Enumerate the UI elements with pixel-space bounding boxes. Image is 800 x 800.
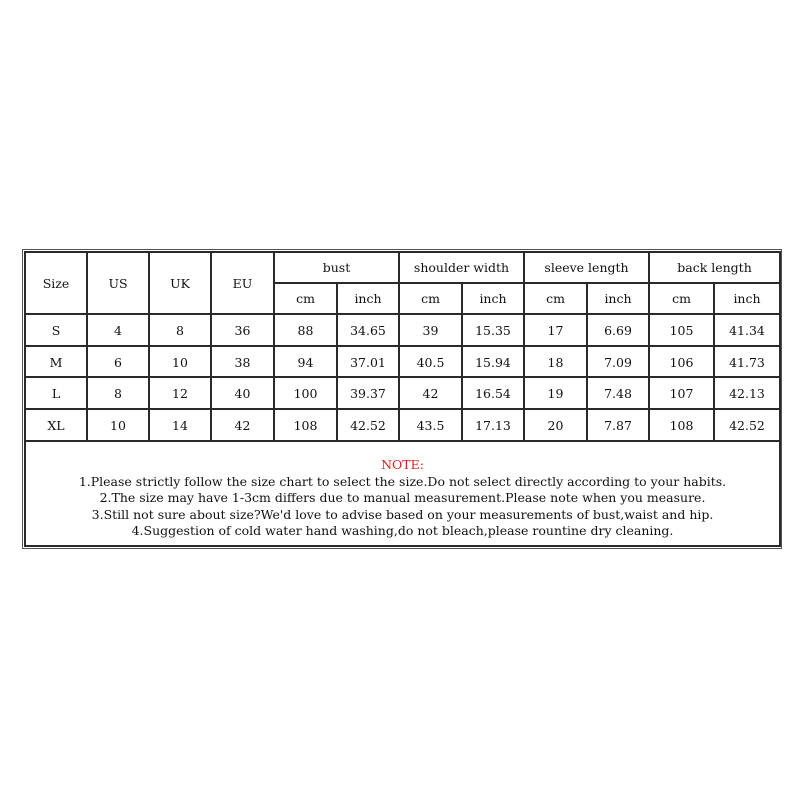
cell-size: L — [24, 376, 88, 410]
cell-back-cm: 105 — [648, 313, 715, 347]
cell-shoulder-inch: 15.35 — [461, 313, 525, 347]
cell-back-cm: 108 — [648, 408, 715, 442]
cell-us: 6 — [86, 345, 150, 379]
cell-uk: 12 — [148, 376, 212, 410]
cell-shoulder-inch: 15.94 — [461, 345, 525, 379]
cell-sleeve-cm: 20 — [523, 408, 588, 442]
cell-sleeve-inch: 7.87 — [586, 408, 650, 442]
header-unit-inch: inch — [461, 282, 525, 315]
note-line-4: 4.Suggestion of cold water hand washing,do not bleach,please rountine dry cleaning. — [131, 523, 674, 538]
cell-shoulder-inch: 17.13 — [461, 408, 525, 442]
note-box — [24, 440, 781, 547]
cell-shoulder-cm: 40.5 — [398, 345, 463, 379]
cell-bust-cm: 108 — [273, 408, 338, 442]
header-unit-cm: cm — [273, 282, 338, 315]
header-eu: EU — [210, 251, 275, 315]
cell-back-inch: 41.73 — [713, 345, 781, 379]
note-line-3: 3.Still not sure about size?We'd love to advise based on your measurements of bust,waist and hip. — [91, 506, 714, 522]
cell-shoulder-cm: 42 — [398, 376, 463, 410]
cell-back-inch: 41.34 — [713, 313, 781, 347]
cell-shoulder-inch: 16.54 — [461, 376, 525, 410]
header-unit-inch: inch — [713, 282, 781, 315]
cell-size: S — [24, 313, 88, 347]
cell-bust-cm: 100 — [273, 376, 338, 410]
cell-sleeve-inch: 7.09 — [586, 345, 650, 379]
header-group-bust: bust — [273, 251, 400, 284]
cell-uk: 14 — [148, 408, 212, 442]
cell-eu: 42 — [210, 408, 275, 442]
cell-shoulder-cm: 39 — [398, 313, 463, 347]
header-unit-cm: cm — [648, 282, 715, 315]
cell-bust-inch: 42.52 — [336, 408, 400, 442]
cell-sleeve-cm: 19 — [523, 376, 588, 410]
cell-bust-inch: 34.65 — [336, 313, 400, 347]
header-group-sleeve-length: sleeve length — [523, 251, 650, 284]
header-unit-cm: cm — [398, 282, 463, 315]
cell-back-inch: 42.13 — [713, 376, 781, 410]
header-us: US — [86, 251, 150, 315]
cell-bust-cm: 88 — [273, 313, 338, 347]
cell-bust-cm: 94 — [273, 345, 338, 379]
cell-uk: 10 — [148, 345, 212, 379]
header-size: Size — [24, 251, 88, 315]
cell-us: 10 — [86, 408, 150, 442]
header-unit-inch: inch — [336, 282, 400, 315]
header-unit-inch: inch — [586, 282, 650, 315]
cell-size: XL — [24, 408, 88, 442]
cell-sleeve-cm: 17 — [523, 313, 588, 347]
header-group-back-length: back length — [648, 251, 781, 284]
cell-back-cm: 106 — [648, 345, 715, 379]
note-line-2: 2.The size may have 1-3cm differs due to manual measurement.Please note when you measure. — [99, 490, 706, 505]
header-unit-cm: cm — [523, 282, 588, 315]
cell-size: M — [24, 345, 88, 379]
header-group-shoulder-width: shoulder width — [398, 251, 525, 284]
cell-uk: 8 — [148, 313, 212, 347]
header-uk: UK — [148, 251, 212, 315]
cell-sleeve-cm: 18 — [523, 345, 588, 379]
cell-eu: 38 — [210, 345, 275, 379]
cell-back-inch: 42.52 — [713, 408, 781, 442]
cell-eu: 40 — [210, 376, 275, 410]
cell-bust-inch: 39.37 — [336, 376, 400, 410]
cell-bust-inch: 37.01 — [336, 345, 400, 379]
cell-sleeve-inch: 7.48 — [586, 376, 650, 410]
cell-eu: 36 — [210, 313, 275, 347]
cell-us: 4 — [86, 313, 150, 347]
cell-back-cm: 107 — [648, 376, 715, 410]
note-title: NOTE: — [381, 457, 424, 472]
cell-shoulder-cm: 43.5 — [398, 408, 463, 442]
note-line-1: 1.Please strictly follow the size chart to select the size.Do not select directly according to your habits. — [78, 473, 727, 489]
cell-us: 8 — [86, 376, 150, 410]
cell-sleeve-inch: 6.69 — [586, 313, 650, 347]
